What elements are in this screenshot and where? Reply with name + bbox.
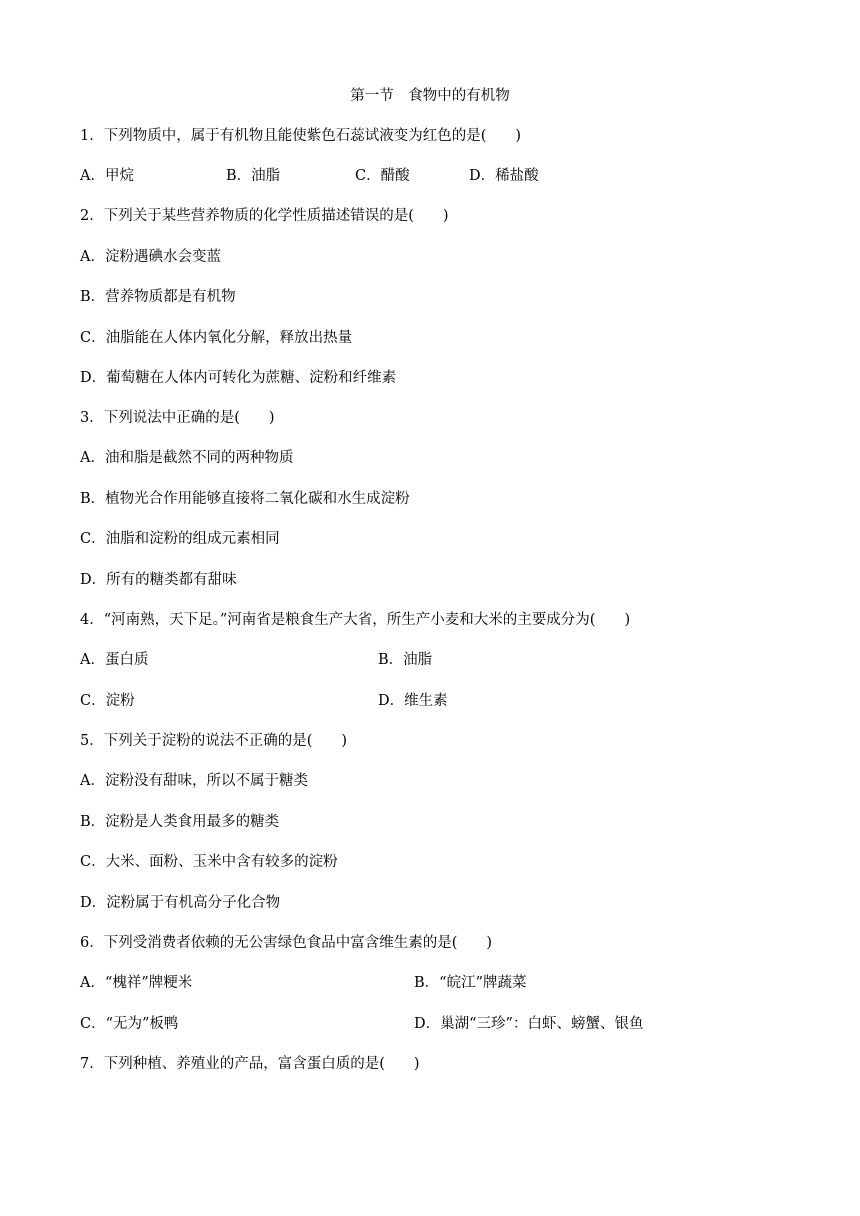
question-1-option-c: C．醋酸 [355,168,410,184]
question-4-option-c: C．淀粉 [80,693,135,709]
question-3-option-c: C．油脂和淀粉的组成元素相同 [80,531,280,547]
question-1-stem: 1．下列物质中，属于有机物且能使紫色石蕊试液变为红色的是( ) [80,128,522,144]
question-3-stem: 3．下列说法中正确的是( ) [80,410,275,426]
question-2-option-d: D．葡萄糖在人体内可转化为蔗糖、淀粉和纤维素 [80,370,397,386]
question-3-option-b: B．植物光合作用能够直接将二氧化碳和水生成淀粉 [80,491,410,507]
question-5-option-b: B．淀粉是人类食用最多的糖类 [80,814,280,830]
question-5-option-d: D．淀粉属于有机高分子化合物 [80,895,281,911]
question-2-option-c: C．油脂能在人体内氧化分解，释放出热量 [80,330,353,346]
question-4-option-a: A．蛋白质 [80,652,149,668]
question-6-option-b: B．“皖江”牌蔬菜 [414,975,527,991]
question-6-stem: 6．下列受消费者依赖的无公害绿色食品中富含维生素的是( ) [80,935,493,951]
question-3-option-d: D．所有的糖类都有甜味 [80,572,237,588]
section-title: 第一节 食物中的有机物 [350,88,510,104]
question-6-option-a: A．“槐祥”牌粳米 [80,975,193,991]
question-1-option-d: D．稀盐酸 [469,168,539,184]
question-5-stem: 5．下列关于淀粉的说法不正确的是( ) [80,733,348,749]
question-6-option-d: D．巢湖“三珍”：白虾、螃蟹、银鱼 [414,1016,644,1032]
question-6-option-c: C．“无为”板鸭 [80,1016,179,1032]
question-4-option-d: D．维生素 [378,693,448,709]
question-4-option-b: B．油脂 [378,652,433,668]
question-2-option-b: B．营养物质都是有机物 [80,289,236,305]
question-2-option-a: A．淀粉遇碘水会变蓝 [80,249,221,265]
question-5-option-a: A．淀粉没有甜味，所以不属于糖类 [80,773,308,789]
question-4-stem: 4．“河南熟，天下足。”河南省是粮食生产大省，所生产小麦和大米的主要成分为( ) [80,612,631,628]
question-3-option-a: A．油和脂是截然不同的两种物质 [80,450,294,466]
question-7-stem: 7．下列种植、养殖业的产品，富含蛋白质的是( ) [80,1056,420,1072]
question-5-option-c: C．大米、面粉、玉米中含有较多的淀粉 [80,854,338,870]
question-1-option-a: A．甲烷 [80,168,134,184]
question-1-option-b: B．油脂 [226,168,281,184]
question-2-stem: 2．下列关于某些营养物质的化学性质描述错误的是( ) [80,208,449,224]
